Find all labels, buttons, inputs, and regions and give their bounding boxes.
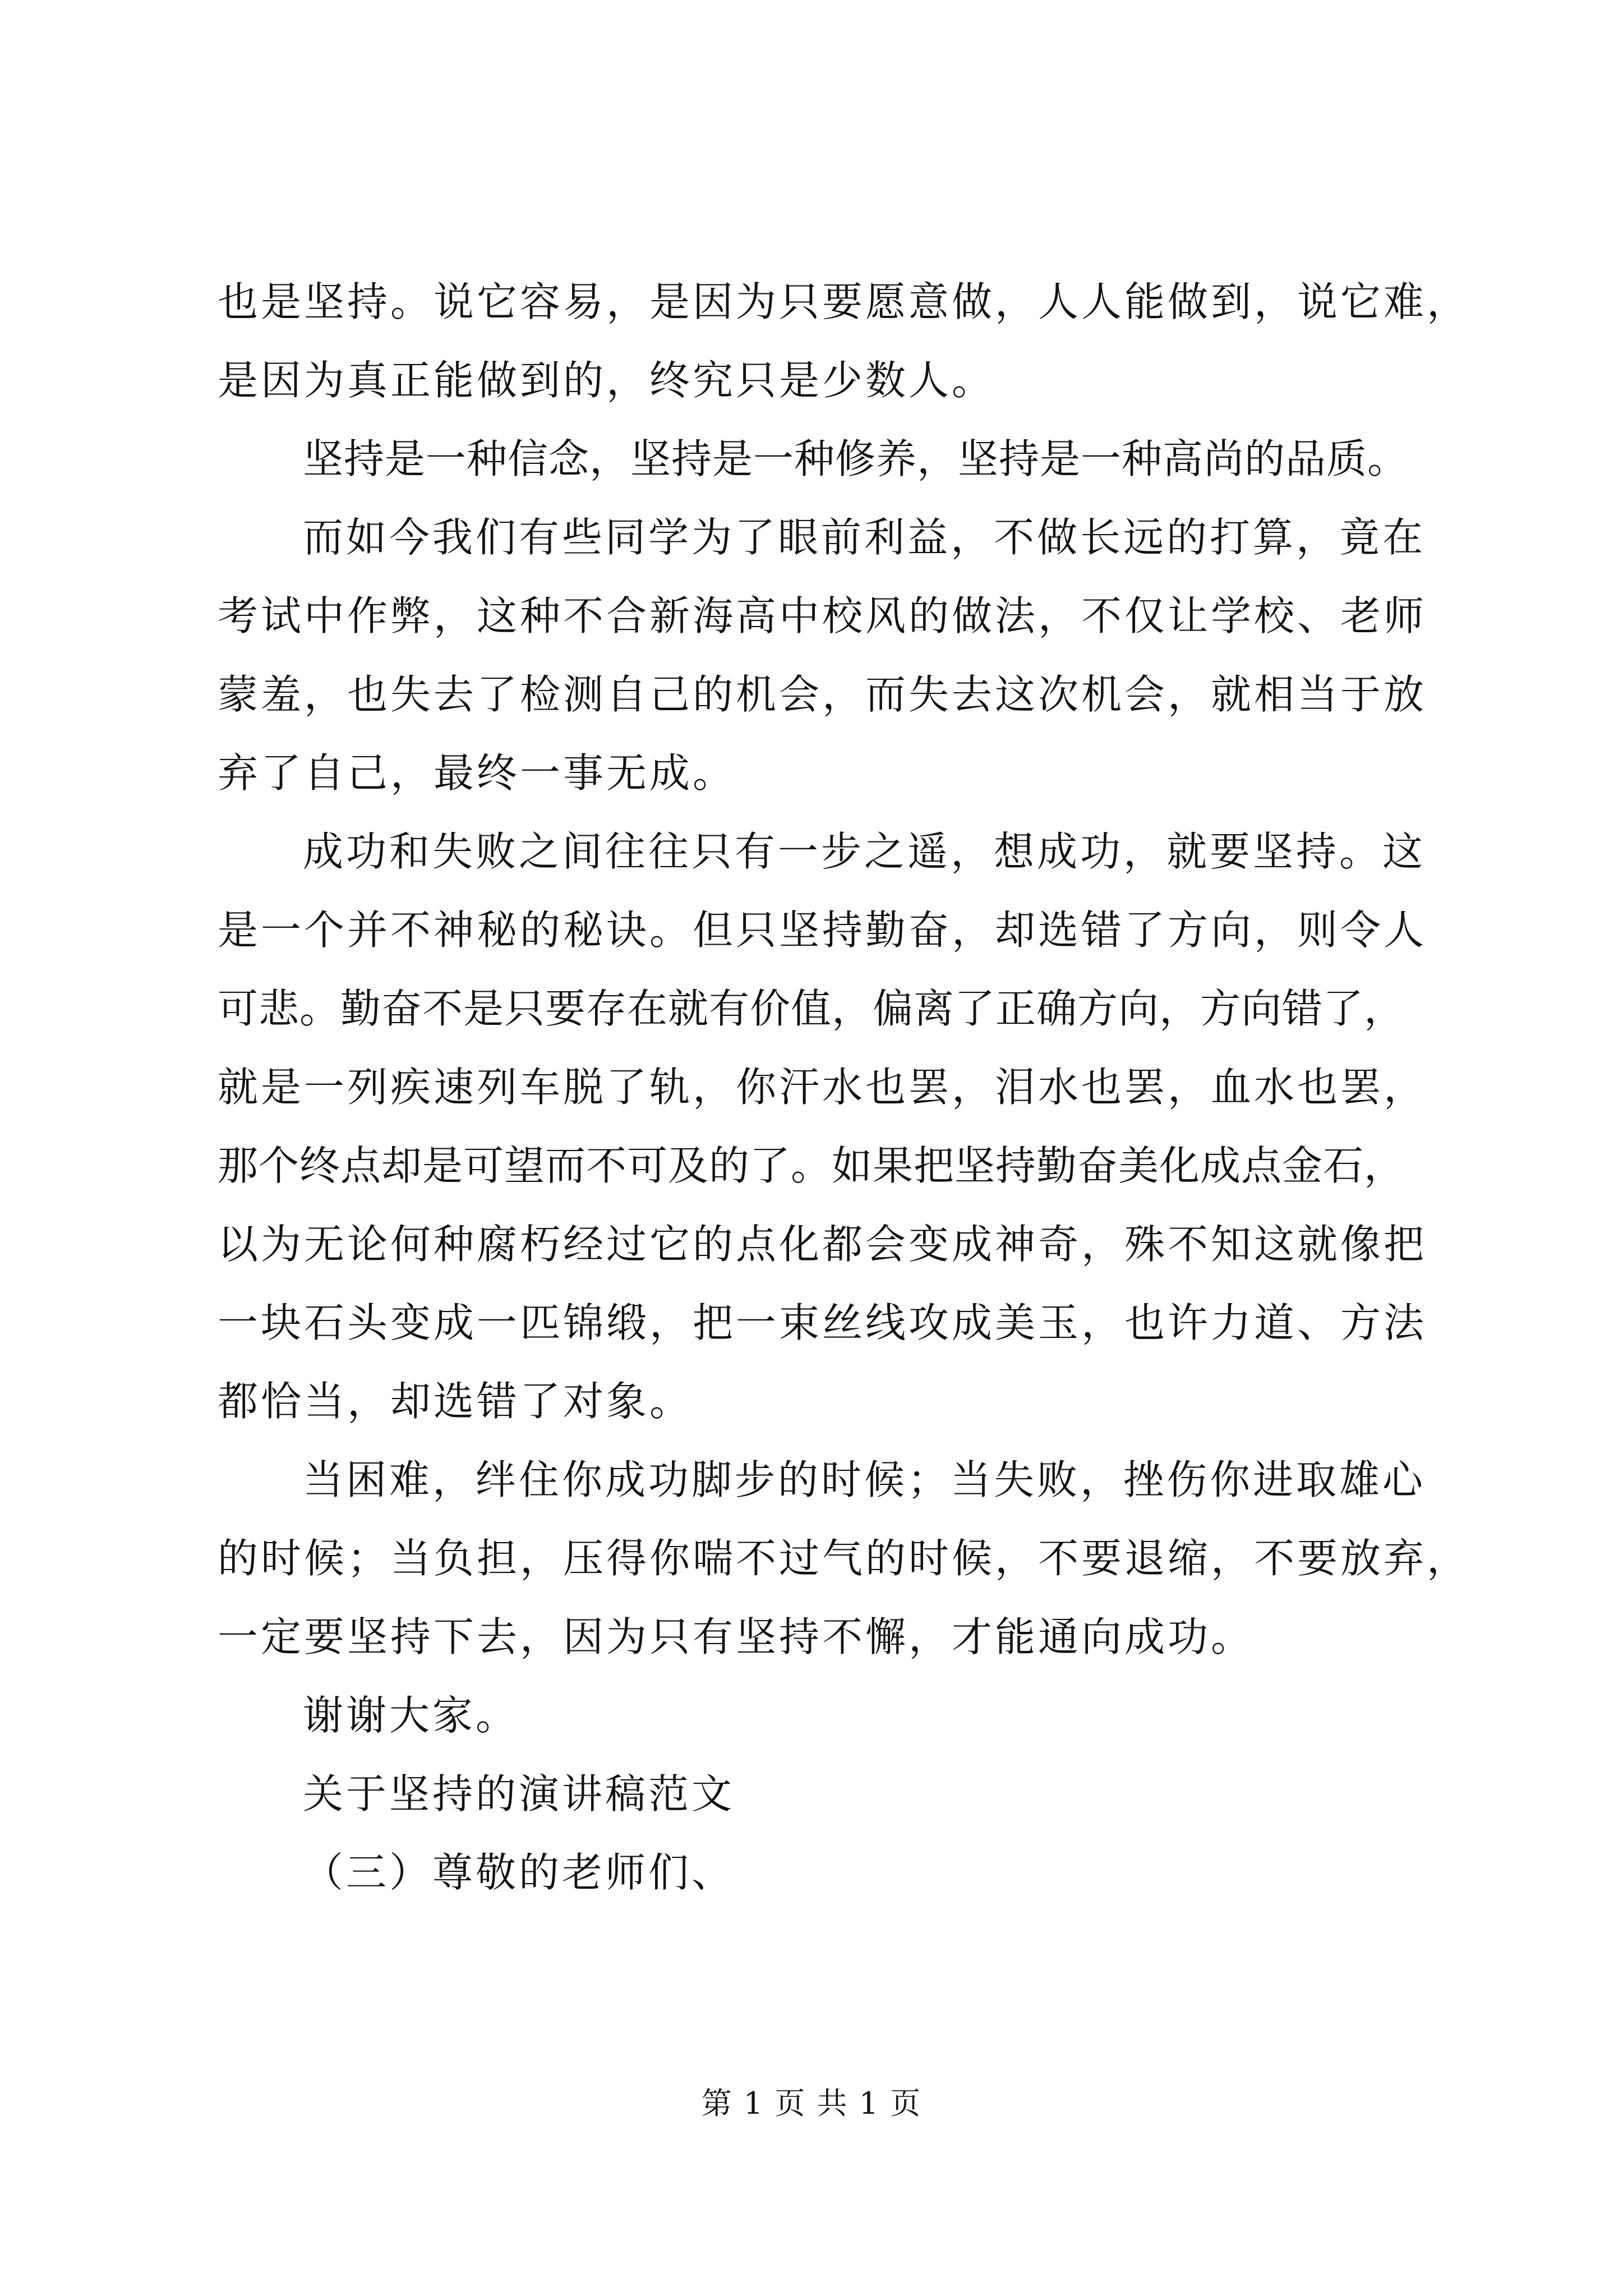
text-line: 一块石头变成一匹锦缎，把一束丝线攻成美玉，也许力道、方法: [218, 1299, 1427, 1346]
text-line: 谢谢大家。: [303, 1692, 519, 1739]
text-line: 弃了自己，最终一事无成。: [218, 749, 736, 797]
text-line: 可悲。勤奋不是只要存在就有价值，偏离了正确方向，方向错了，: [218, 985, 1405, 1032]
document-body: [218, 263, 1470, 1912]
text-line: 是一个并不神秘的秘诀。但只坚持勤奋，却选错了方向，则令人: [218, 907, 1427, 954]
text-line: 成功和失败之间往往只有一步之遥，想成功，就要坚持。这: [303, 828, 1426, 875]
text-line: 都恰当，却选错了对象。: [218, 1378, 693, 1425]
text-line: 而如今我们有些同学为了眼前利益，不做长远的打算，竟在: [303, 514, 1426, 561]
text-line: 那个终点却是可望而不可及的了。如果把坚持勤奋美化成点金石，: [218, 1142, 1405, 1189]
text-line: （三）尊敬的老师们、: [303, 1849, 735, 1896]
text-line: 就是一列疾速列车脱了轨，你汗水也罢，泪水也罢，血水也罢，: [218, 1064, 1427, 1111]
text-line: 也是坚持。说它容易，是因为只要愿意做，人人能做到，说它难，: [218, 278, 1470, 325]
text-line: 蒙羞，也失去了检测自己的机会，而失去这次机会，就相当于放: [218, 671, 1427, 718]
text-line: 坚持是一种信念，坚持是一种修养，坚持是一种高尚的品质。: [303, 435, 1409, 482]
section-heading: 关于坚持的演讲稿范文: [303, 1770, 735, 1818]
text-line: 是因为真正能做到的，终究只是少数人。: [218, 357, 995, 404]
text-line: 的时候；当负担，压得你喘不过气的时候，不要退缩，不要放弃，: [218, 1535, 1470, 1582]
text-line: 考试中作弊，这种不合新海高中校风的做法，不仅让学校、老师: [218, 592, 1427, 639]
text-line: 以为无论何种腐朽经过它的点化都会变成神奇，殊不知这就像把: [218, 1221, 1427, 1268]
text-line: 一定要坚持下去，因为只有坚持不懈，才能通向成功。: [218, 1613, 1255, 1660]
text-line: 当困难，绊住你成功脚步的时候；当失败，挫伤你进取雄心: [303, 1456, 1426, 1503]
page-footer: 第 1 页 共 1 页: [701, 2086, 922, 2121]
